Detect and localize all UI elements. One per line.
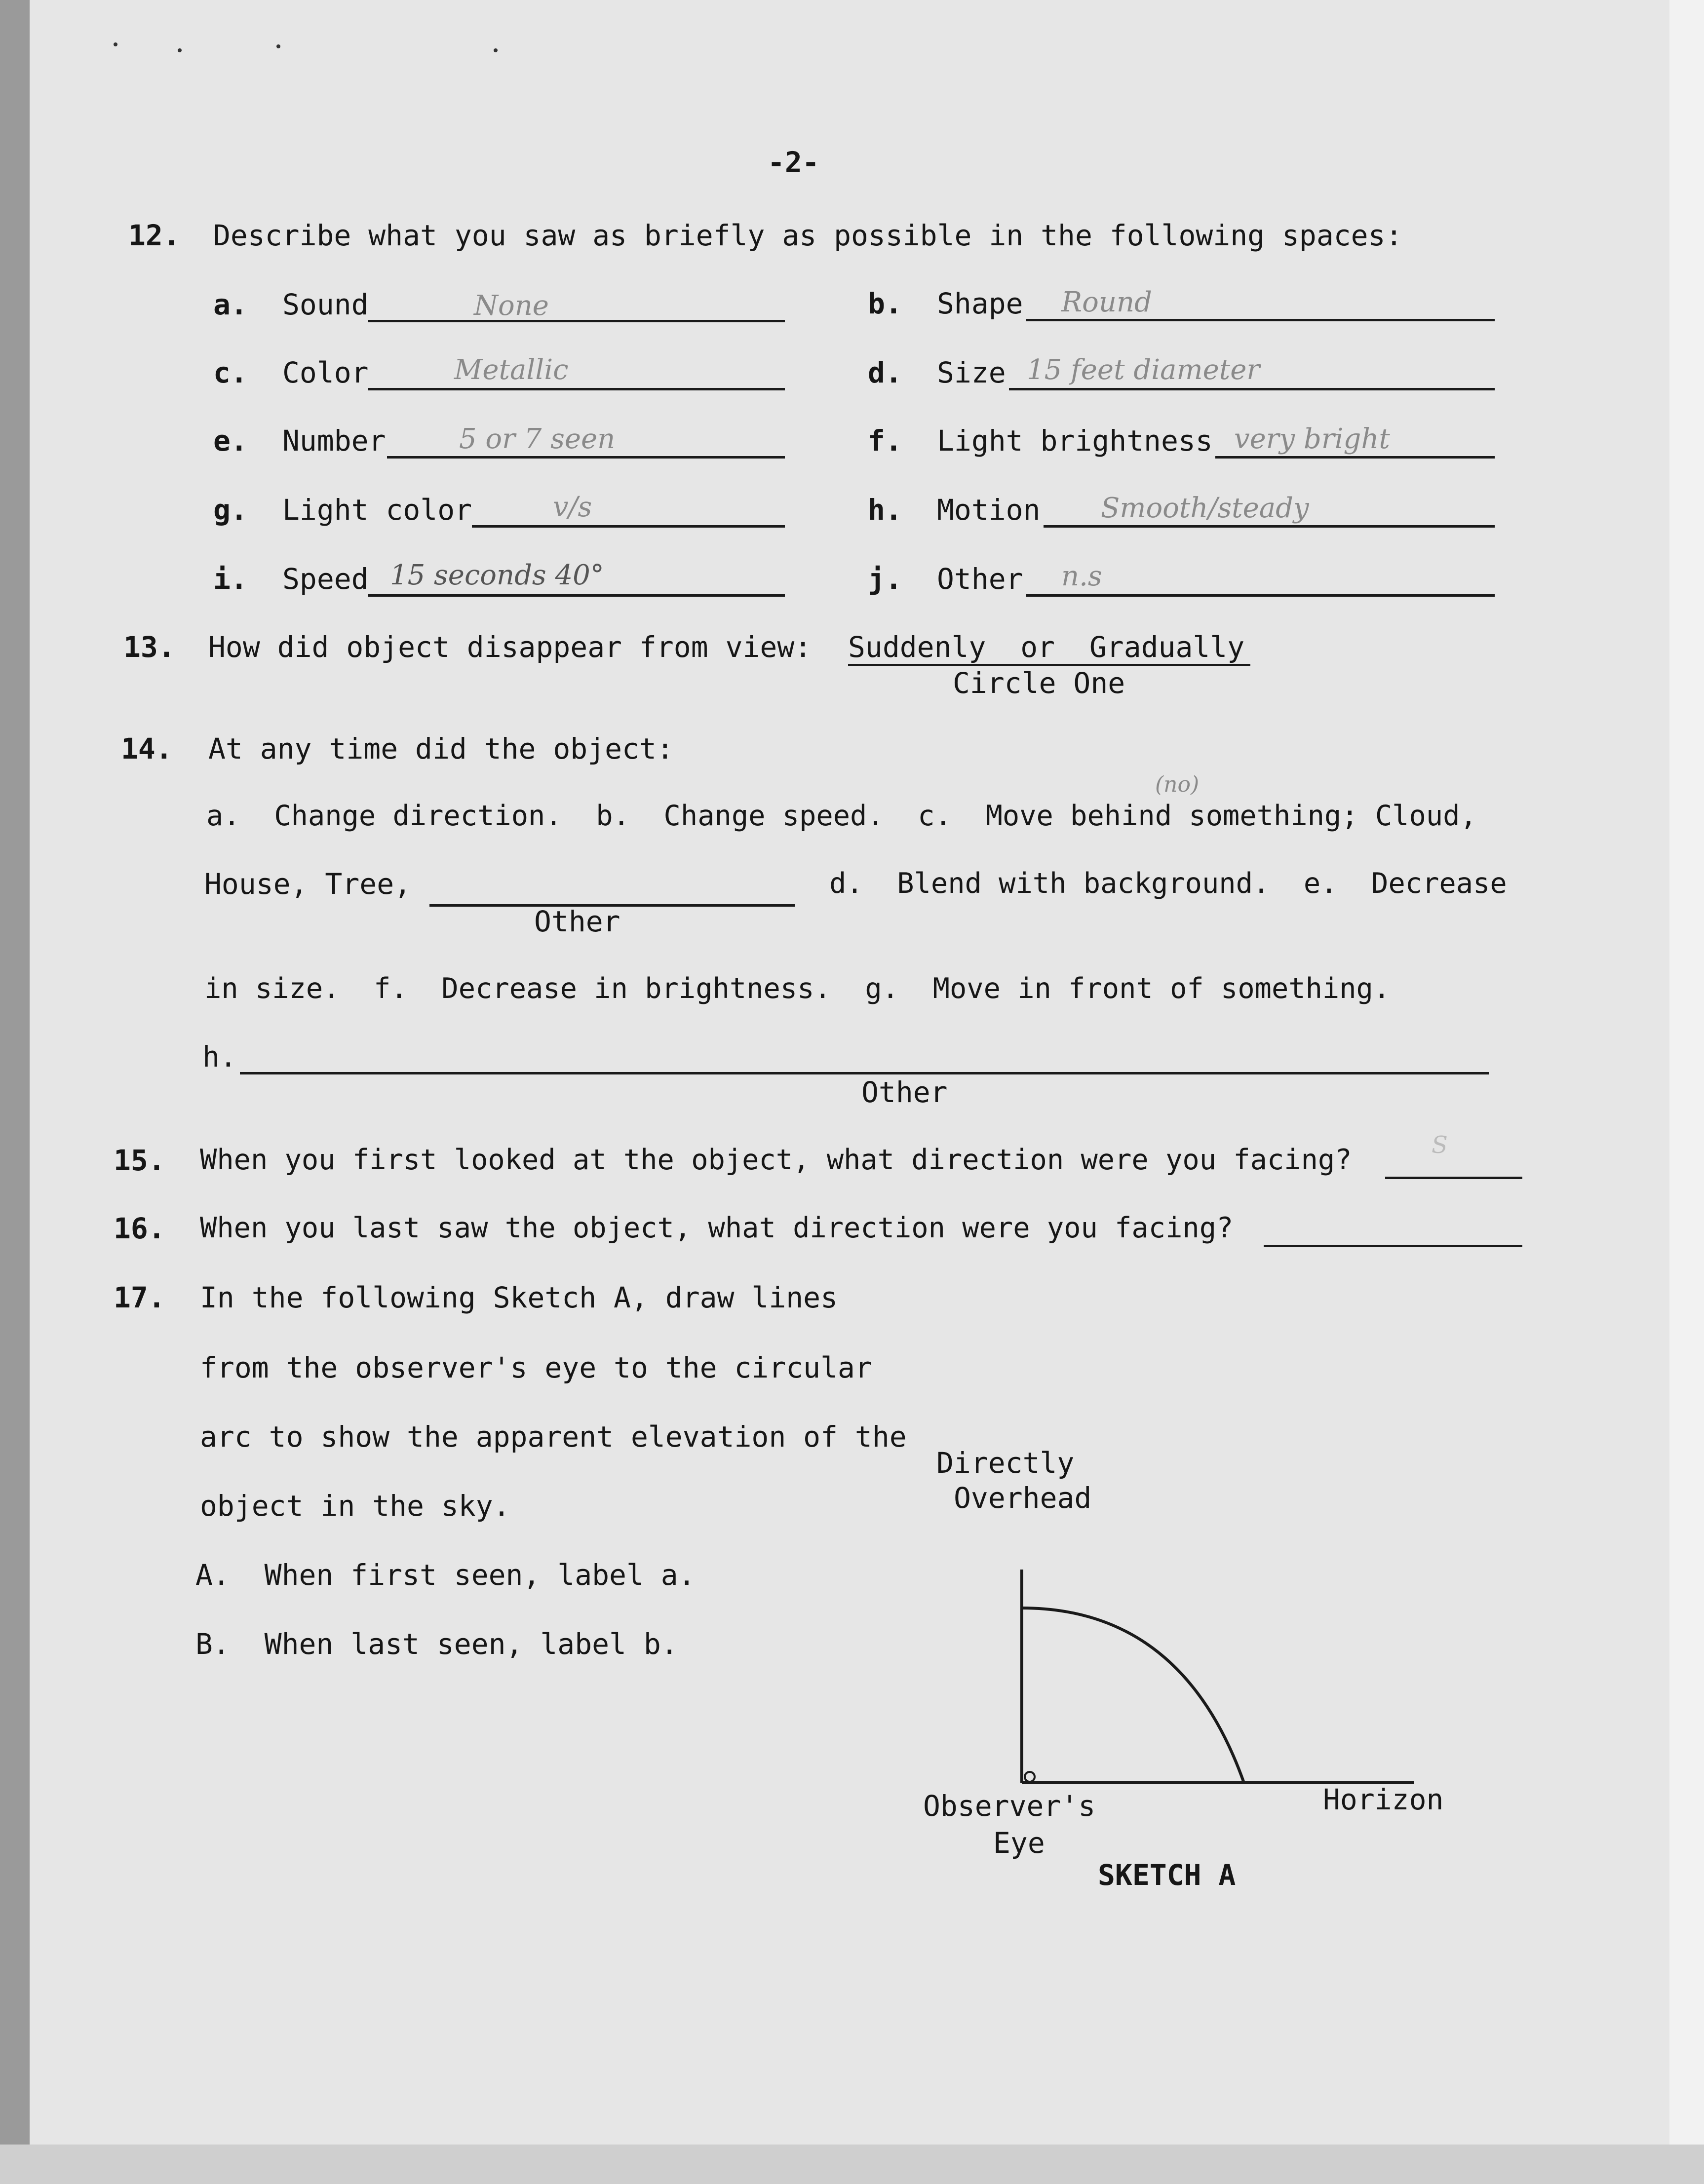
q16-number: 16.: [114, 1212, 165, 1245]
sketch-horizon-label: Horizon: [1323, 1783, 1444, 1816]
q14-h-label: h.: [202, 1040, 237, 1073]
scan-edge-left: [0, 0, 30, 2184]
q12b-letter: b.: [868, 287, 902, 320]
q12f-answer-line: [1215, 456, 1495, 459]
q12j-letter: j.: [868, 562, 902, 596]
q12a-label: Sound: [282, 288, 369, 321]
q12d-label: Size: [937, 356, 1006, 389]
q12i-answer-line: [368, 594, 785, 597]
q14-line2-end[interactable]: d. Blend with background. e. Decrease: [829, 867, 1507, 900]
q13-options-underline: [848, 664, 1250, 666]
q12f-label: Light brightness: [937, 424, 1213, 458]
q13-options[interactable]: Suddenly or Gradually: [848, 630, 1245, 664]
q12-number: 12.: [128, 219, 180, 252]
q12j-answer-line: [1026, 594, 1495, 597]
q12c-answer-line: [368, 388, 785, 390]
q12d-answer-line: [1009, 388, 1495, 390]
sketch-observer-label-1: Observer's: [923, 1789, 1096, 1823]
q13-instruction: Circle One: [953, 666, 1125, 700]
q12a-answer[interactable]: None: [474, 290, 549, 322]
scan-edge-right: [1669, 0, 1704, 2184]
q15-prompt: When you first looked at the object, what direction were you facing?: [200, 1144, 1352, 1176]
scan-edge-bottom: [0, 2145, 1704, 2184]
q12c-answer[interactable]: Metallic: [454, 354, 569, 386]
sketch-observer-label-2: Eye: [993, 1826, 1045, 1860]
scan-speck: [178, 48, 182, 52]
q15-answer[interactable]: S: [1432, 1131, 1448, 1159]
q14-h-line: [240, 1072, 1489, 1074]
q12g-letter: g.: [213, 493, 248, 527]
q17-line-3: arc to show the apparent elevation of the: [200, 1420, 907, 1454]
q15-answer-line: [1385, 1177, 1522, 1179]
q12c-letter: c.: [213, 356, 248, 389]
q17-item-a: A. When first seen, label a.: [195, 1558, 696, 1592]
q16-prompt: When you last saw the object, what direction were you facing?: [200, 1212, 1234, 1244]
page-number: -2-: [768, 146, 819, 179]
sketch-overhead-label-1: Directly: [936, 1446, 1075, 1480]
q14-line2-start[interactable]: House, Tree,: [204, 867, 412, 901]
q12g-answer[interactable]: v/s: [553, 491, 592, 523]
q12e-label: Number: [282, 424, 386, 458]
q17-line-2: from the observer's eye to the circular: [200, 1351, 872, 1384]
q12g-answer-line: [472, 525, 785, 528]
q14-prompt: At any time did the object:: [208, 732, 674, 766]
q12f-answer[interactable]: very bright: [1234, 423, 1390, 455]
q12h-answer[interactable]: Smooth/steady: [1101, 492, 1309, 524]
scan-speck: [114, 42, 117, 46]
q12b-answer-line: [1026, 319, 1495, 321]
q14-annotation: (no): [1155, 772, 1200, 797]
q12h-label: Motion: [937, 493, 1041, 527]
q12a-letter: a.: [213, 288, 248, 321]
sketch-a-diagram[interactable]: [987, 1570, 1432, 1797]
q12i-letter: i.: [213, 562, 248, 596]
q12j-label: Other: [937, 562, 1023, 596]
q12d-letter: d.: [868, 356, 902, 389]
q14-number: 14.: [121, 732, 173, 766]
q12a-answer-line: [368, 320, 785, 322]
observer-eye-mark: [1025, 1772, 1035, 1782]
q12e-letter: e.: [213, 424, 248, 458]
q12e-answer-line: [387, 456, 785, 459]
scan-speck: [276, 44, 280, 48]
q12i-answer[interactable]: 15 seconds 40°: [390, 559, 604, 591]
q12g-label: Light color: [282, 493, 472, 527]
q17-item-b: B. When last seen, label b.: [195, 1627, 678, 1661]
q17-line-4: object in the sky.: [200, 1489, 510, 1523]
q12h-answer-line: [1044, 525, 1495, 528]
q12c-label: Color: [282, 356, 369, 389]
q12f-letter: f.: [868, 424, 902, 458]
q14-line3[interactable]: in size. f. Decrease in brightness. g. Move in front of something.: [204, 972, 1391, 1005]
q12b-answer[interactable]: Round: [1061, 286, 1152, 318]
q13-prompt: How did object disappear from view:: [208, 630, 812, 664]
q15-number: 15.: [114, 1144, 165, 1177]
sketch-overhead-label-2: Overhead: [954, 1481, 1092, 1515]
q14-other-label: Other: [534, 905, 620, 938]
sketch-elevation-arc: [1022, 1608, 1244, 1783]
q14-line1[interactable]: a. Change direction. b. Change speed. c. Move behind something; Cloud,: [206, 800, 1477, 832]
q13-number: 13.: [123, 630, 175, 664]
q12d-answer[interactable]: 15 feet diameter: [1027, 354, 1260, 386]
scan-speck: [494, 48, 498, 52]
q16-answer-line[interactable]: [1264, 1245, 1522, 1247]
q12h-letter: h.: [868, 493, 902, 527]
q12b-label: Shape: [937, 287, 1023, 320]
q12i-label: Speed: [282, 562, 369, 596]
q17-line-1: In the following Sketch A, draw lines: [200, 1281, 838, 1314]
q12-prompt: Describe what you saw as briefly as possible in the following spaces:: [213, 219, 1403, 252]
sketch-caption: SKETCH A: [1098, 1858, 1236, 1892]
q12j-answer[interactable]: n.s: [1061, 560, 1102, 592]
q14-h-other: Other: [861, 1075, 948, 1109]
q17-number: 17.: [114, 1281, 165, 1314]
q12e-answer[interactable]: 5 or 7 seen: [459, 423, 616, 455]
